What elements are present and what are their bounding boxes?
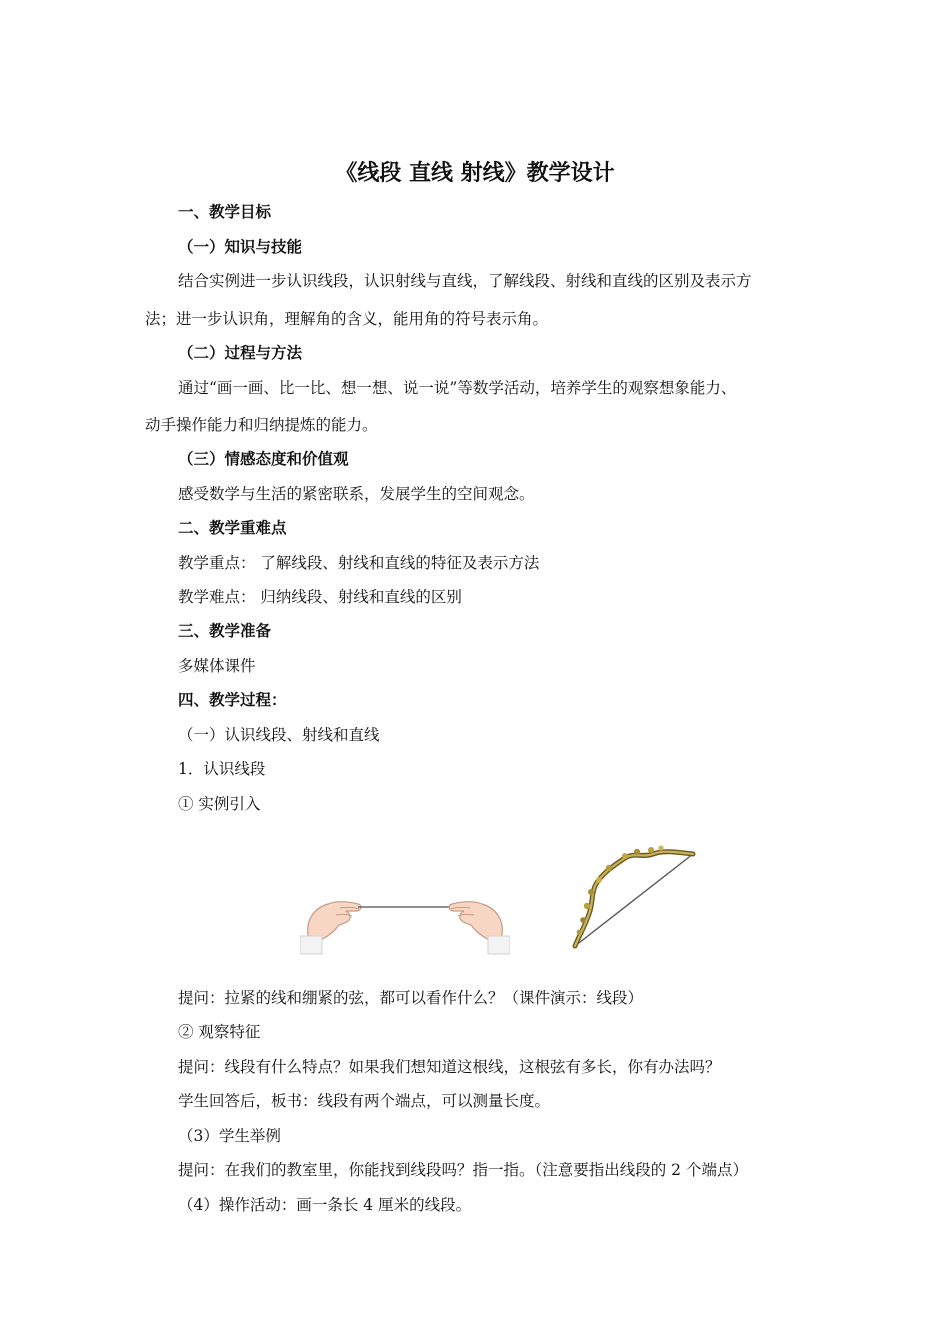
difficult-point-text: 教学难点： 归纳线段、射线和直线的区别 — [178, 588, 462, 606]
paragraph-process-line2: 动手操作能力和归纳提炼的能力。 — [145, 416, 378, 434]
section-heading-key-points: 二、教学重难点 — [178, 518, 287, 537]
paragraph-knowledge-line1: 结合实例进一步认识线段，认识射线与直线，了解线段、射线和直线的区别及表示方 — [178, 272, 752, 290]
section-heading-process: 四、教学过程： — [178, 690, 287, 709]
step-example-intro: ① 实例引入 — [178, 795, 261, 813]
question-taut-string: 提问：拉紧的线和绷紧的弦，都可以看作什么？（课件演示：线段） — [178, 989, 644, 1007]
hands-string-illustration — [300, 880, 510, 955]
subheading-attitude-values: （三）情感态度和价值观 — [178, 449, 349, 468]
section-heading-objectives: 一、教学目标 — [178, 202, 272, 221]
left-hand-icon — [300, 902, 361, 954]
page-title: 《线段 直线 射线》教学设计 — [335, 160, 615, 186]
item-recognize-segment: 1．认识线段 — [178, 760, 266, 778]
paragraph-process-line1: 通过“画一画、比一比、想一想、说一说”等数学活动，培养学生的观察想象能力、 — [178, 379, 737, 397]
subheading-recognize-lines: （一）认识线段、射线和直线 — [178, 726, 380, 744]
question-segment-features: 提问：线段有什么特点？如果我们想知道这根线，这根弦有多长，你有办法吗？ — [178, 1058, 721, 1076]
paragraph-knowledge-line2: 法；进一步认识角，理解角的含义，能用角的符号表示角。 — [145, 310, 549, 328]
bow-illustration — [565, 840, 700, 952]
answer-board-note: 学生回答后，板书：线段有两个端点，可以测量长度。 — [178, 1092, 551, 1110]
step-draw-segment: （4）操作活动：画一条长 4 厘米的线段。 — [178, 1196, 472, 1214]
paragraph-attitude: 感受数学与生活的紧密联系，发展学生的空间观念。 — [178, 485, 535, 503]
step-student-examples: （3）学生举例 — [178, 1127, 281, 1145]
subheading-knowledge-skills: （一）知识与技能 — [178, 237, 303, 256]
key-point-text: 教学重点： 了解线段、射线和直线的特征及表示方法 — [178, 554, 540, 572]
bow-icon — [575, 845, 693, 946]
section-heading-preparation: 三、教学准备 — [178, 621, 272, 640]
subheading-process-method: （二）过程与方法 — [178, 343, 303, 362]
question-find-segments: 提问：在我们的教室里，你能找到线段吗？指一指。（注意要指出线段的 2 个端点） — [178, 1161, 748, 1179]
preparation-text: 多媒体课件 — [178, 657, 256, 675]
right-hand-icon — [449, 902, 510, 954]
step-observe-features: ② 观察特征 — [178, 1023, 261, 1041]
